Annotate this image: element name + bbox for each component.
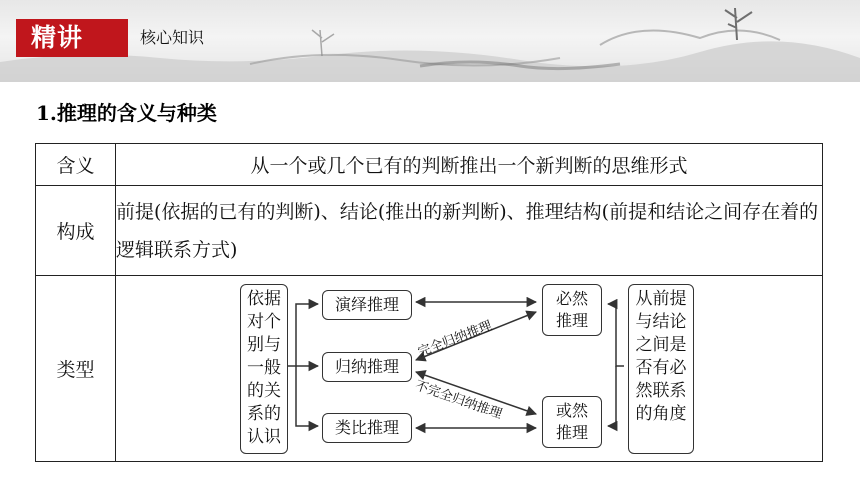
node-necessary bbox=[542, 284, 602, 336]
basis-box-necessary-connection bbox=[628, 284, 694, 454]
node-deductive-label: 演绎推理 bbox=[334, 295, 399, 314]
connector-deductive bbox=[288, 304, 318, 366]
node-inductive-label: 归纳推理 bbox=[334, 357, 399, 376]
node-necessary-label: 必然推理 bbox=[555, 289, 588, 330]
types-diagram-cell bbox=[116, 276, 823, 462]
table-row bbox=[36, 144, 823, 186]
section-title: 1.推理的含义与种类 bbox=[36, 101, 217, 125]
landscape-ink-painting bbox=[0, 0, 860, 82]
table-row bbox=[36, 276, 823, 462]
row-label-composition: 构成 bbox=[36, 186, 116, 276]
connector-probable bbox=[608, 366, 616, 426]
node-probable-label: 或然推理 bbox=[555, 401, 588, 442]
reasoning-types-diagram bbox=[116, 276, 824, 462]
badge-jingjiang: 精讲 bbox=[16, 19, 128, 57]
node-analogical bbox=[322, 413, 412, 443]
row-content-composition: 前提(依据的已有的判断)、结论(推出的新判断)、推理结构(前提和结论之间存在着的逻辑联系方式) bbox=[116, 186, 823, 276]
node-analogical-label: 类比推理 bbox=[334, 418, 399, 437]
label-complete-induction: 完全归纳推理 bbox=[416, 318, 495, 361]
label-incomplete-induction: 不完全归纳推理 bbox=[412, 378, 504, 423]
banner-subtitle: 核心知识 bbox=[140, 28, 205, 47]
reasoning-table bbox=[35, 143, 823, 462]
basis-box-text: 依据对个别与一般的关系的认识 bbox=[247, 289, 281, 447]
header-banner bbox=[0, 0, 860, 82]
row-label-types: 类型 bbox=[36, 276, 116, 462]
basis-box-individual-general bbox=[240, 284, 288, 454]
row-label-meaning: 含义 bbox=[36, 144, 116, 186]
basis-box-right-text: 从前提与结论之间是否有必然联系的角度 bbox=[635, 289, 687, 424]
node-probable bbox=[542, 396, 602, 448]
node-deductive bbox=[322, 290, 412, 320]
table-row bbox=[36, 186, 823, 276]
diagram-connectors bbox=[116, 276, 824, 462]
node-inductive bbox=[322, 352, 412, 382]
connector-analogical bbox=[296, 366, 318, 426]
connector-necessary bbox=[616, 304, 624, 366]
row-content-meaning: 从一个或几个已有的判断推出一个新判断的思维形式 bbox=[116, 144, 823, 186]
